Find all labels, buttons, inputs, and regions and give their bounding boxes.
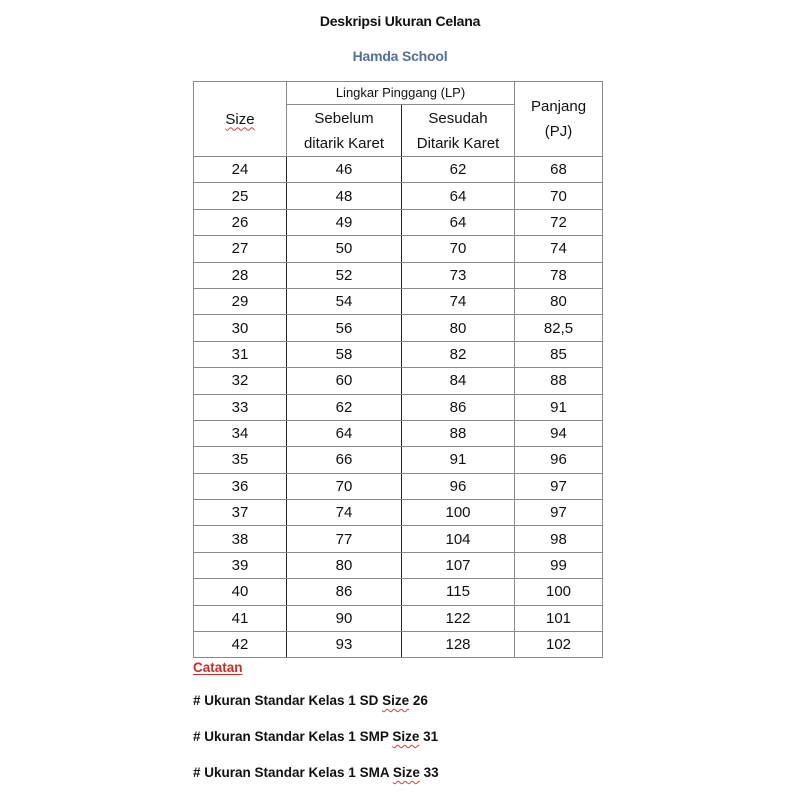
cell-size: 29 <box>194 288 287 314</box>
cell-size: 28 <box>194 262 287 288</box>
cell-size: 34 <box>194 420 287 446</box>
table-row <box>194 315 603 341</box>
header-before-elastic <box>287 105 402 157</box>
cell-length: 96 <box>515 447 603 473</box>
header-size <box>194 82 287 157</box>
cell-before-elastic: 77 <box>287 526 402 552</box>
table-row <box>194 209 603 235</box>
cell-length: 91 <box>515 394 603 420</box>
cell-length: 94 <box>515 420 603 446</box>
table-row <box>194 500 603 526</box>
document-title: Deskripsi Ukuran Celana <box>319 13 481 29</box>
notes-section <box>193 660 439 800</box>
cell-before-elastic: 60 <box>287 368 402 394</box>
header-after-line1: Sesudah <box>428 109 488 127</box>
header-length-line2: (PJ) <box>544 123 573 140</box>
table-row <box>194 526 603 552</box>
cell-before-elastic: 90 <box>287 605 402 631</box>
cell-length: 97 <box>515 473 603 499</box>
cell-after-elastic: 91 <box>402 447 515 473</box>
cell-before-elastic: 52 <box>287 262 402 288</box>
cell-length: 98 <box>515 526 603 552</box>
table-row <box>194 183 603 209</box>
cell-after-elastic: 122 <box>402 605 515 631</box>
cell-after-elastic: 84 <box>402 368 515 394</box>
cell-size: 38 <box>194 526 287 552</box>
header-length-line1: Panjang <box>530 98 587 115</box>
cell-length: 72 <box>515 209 603 235</box>
cell-before-elastic: 49 <box>287 209 402 235</box>
header-after-line2: Ditarik Karet <box>416 134 500 152</box>
cell-size: 27 <box>194 236 287 262</box>
school-name: Hamda School <box>352 48 448 64</box>
cell-before-elastic: 80 <box>287 552 402 578</box>
cell-size: 32 <box>194 368 287 394</box>
cell-length: 101 <box>515 605 603 631</box>
note-item <box>193 728 439 764</box>
header-after-elastic <box>402 105 515 157</box>
table-row <box>194 368 603 394</box>
note-size-word: Size <box>392 765 420 780</box>
cell-size: 33 <box>194 394 287 420</box>
header-before-line1: Sebelum <box>314 109 374 127</box>
cell-before-elastic: 70 <box>287 473 402 499</box>
notes-list <box>193 692 439 800</box>
cell-after-elastic: 104 <box>402 526 515 552</box>
cell-before-elastic: 64 <box>287 420 402 446</box>
cell-after-elastic: 62 <box>402 157 515 183</box>
header-size-label: Size <box>225 110 255 128</box>
table-row <box>194 236 603 262</box>
note-text: # Ukuran Standar Kelas 1 SMP <box>193 729 393 744</box>
cell-after-elastic: 88 <box>402 420 515 446</box>
cell-length: 97 <box>515 500 603 526</box>
cell-length: 85 <box>515 341 603 367</box>
cell-before-elastic: 56 <box>287 315 402 341</box>
cell-size: 36 <box>194 473 287 499</box>
note-text: # Ukuran Standar Kelas 1 SMA <box>193 765 393 780</box>
note-item <box>193 764 439 800</box>
cell-length: 100 <box>515 579 603 605</box>
cell-size: 37 <box>194 500 287 526</box>
cell-size: 30 <box>194 315 287 341</box>
cell-size: 26 <box>194 209 287 235</box>
note-size-value: 31 <box>419 729 439 744</box>
cell-length: 82,5 <box>515 315 603 341</box>
note-item <box>193 692 439 728</box>
cell-before-elastic: 93 <box>287 632 402 658</box>
cell-after-elastic: 96 <box>402 473 515 499</box>
note-size-word: Size <box>392 729 420 744</box>
header-waist-group: Lingkar Pinggang (LP) <box>287 82 515 105</box>
cell-after-elastic: 73 <box>402 262 515 288</box>
table-row <box>194 447 603 473</box>
cell-before-elastic: 66 <box>287 447 402 473</box>
cell-after-elastic: 82 <box>402 341 515 367</box>
header-length <box>515 82 603 157</box>
cell-before-elastic: 58 <box>287 341 402 367</box>
table-body <box>194 157 603 658</box>
note-text: # Ukuran Standar Kelas 1 SD <box>193 693 383 708</box>
cell-before-elastic: 74 <box>287 500 402 526</box>
cell-after-elastic: 80 <box>402 315 515 341</box>
cell-length: 70 <box>515 183 603 209</box>
table-row <box>194 288 603 314</box>
cell-length: 78 <box>515 262 603 288</box>
cell-after-elastic: 64 <box>402 183 515 209</box>
cell-after-elastic: 74 <box>402 288 515 314</box>
cell-after-elastic: 64 <box>402 209 515 235</box>
cell-before-elastic: 48 <box>287 183 402 209</box>
cell-length: 99 <box>515 552 603 578</box>
table-row <box>194 579 603 605</box>
cell-after-elastic: 100 <box>402 500 515 526</box>
cell-after-elastic: 70 <box>402 236 515 262</box>
cell-before-elastic: 50 <box>287 236 402 262</box>
note-size-value: 26 <box>409 693 428 708</box>
cell-size: 31 <box>194 341 287 367</box>
cell-after-elastic: 107 <box>402 552 515 578</box>
cell-length: 80 <box>515 288 603 314</box>
table-row <box>194 552 603 578</box>
cell-size: 39 <box>194 552 287 578</box>
cell-size: 42 <box>194 632 287 658</box>
cell-size: 41 <box>194 605 287 631</box>
cell-after-elastic: 128 <box>402 632 515 658</box>
table-row <box>194 157 603 183</box>
cell-length: 88 <box>515 368 603 394</box>
cell-size: 40 <box>194 579 287 605</box>
table-row <box>194 394 603 420</box>
size-chart-table <box>193 81 603 658</box>
cell-length: 102 <box>515 632 603 658</box>
notes-title: Catatan <box>193 660 243 675</box>
cell-size: 25 <box>194 183 287 209</box>
cell-after-elastic: 86 <box>402 394 515 420</box>
table-row <box>194 341 603 367</box>
cell-size: 35 <box>194 447 287 473</box>
header-row-group <box>194 82 603 105</box>
cell-length: 74 <box>515 236 603 262</box>
note-size-word: Size <box>382 693 410 708</box>
table-row <box>194 262 603 288</box>
table-row <box>194 632 603 658</box>
table-row <box>194 473 603 499</box>
cell-after-elastic: 115 <box>402 579 515 605</box>
header-before-line2: ditarik Karet <box>303 134 385 152</box>
cell-before-elastic: 54 <box>287 288 402 314</box>
cell-before-elastic: 86 <box>287 579 402 605</box>
table-row <box>194 420 603 446</box>
cell-size: 24 <box>194 157 287 183</box>
cell-before-elastic: 46 <box>287 157 402 183</box>
table-row <box>194 605 603 631</box>
note-size-value: 33 <box>419 765 439 780</box>
cell-length: 68 <box>515 157 603 183</box>
cell-before-elastic: 62 <box>287 394 402 420</box>
